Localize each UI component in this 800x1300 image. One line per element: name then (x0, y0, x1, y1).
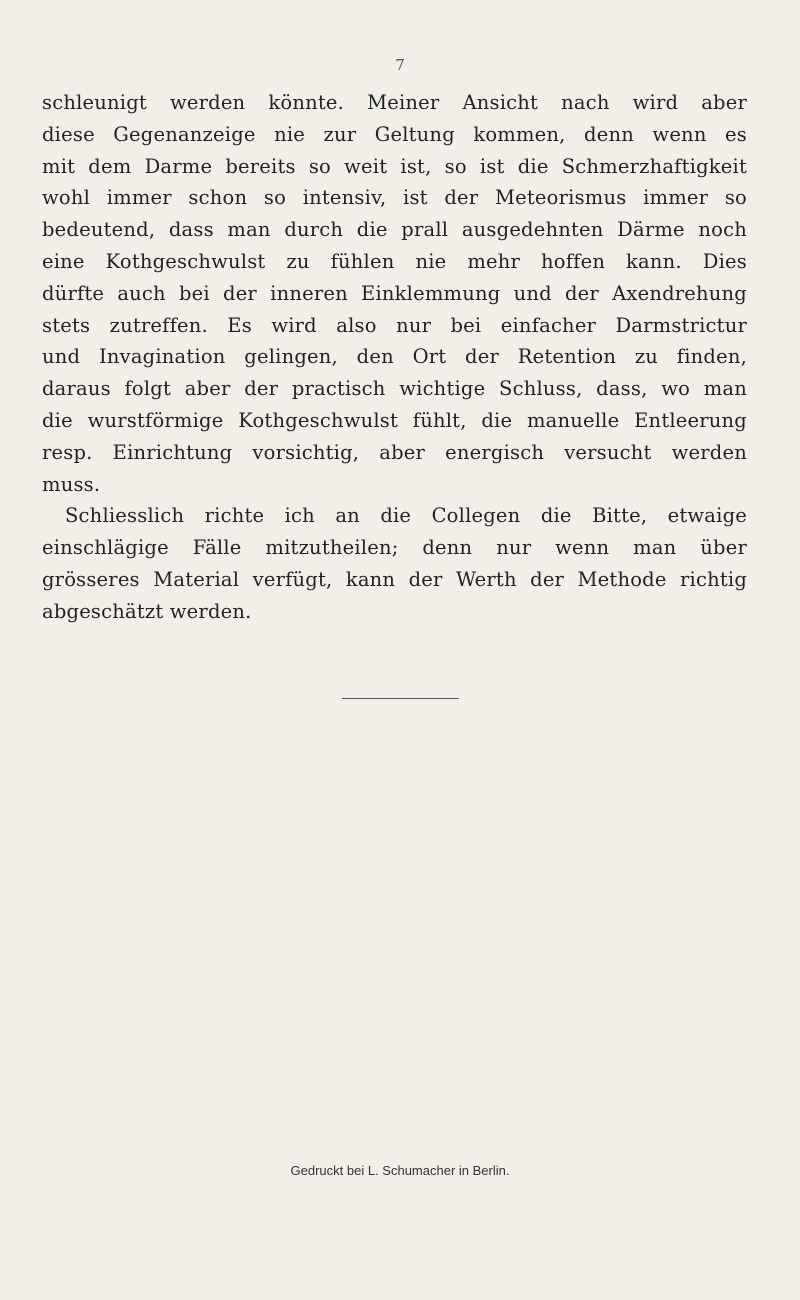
text-line: abgeschätzt werden. (42, 599, 252, 623)
text-line: daraus folgt aber der practisch wichtige Schluss, dass, wo man (42, 377, 747, 401)
text-line: die wurstförmige Kothgeschwulst fühlt, die manuelle Entleerung (42, 408, 747, 432)
text-line: schleunigt werden könnte. Meiner Ansicht nach wird aber (42, 91, 747, 114)
text-line: dürfte auch bei der inneren Einklemmung und der Axendrehung (42, 281, 747, 305)
printer-imprint: Gedruckt bei L. Schumacher in Berlin. (290, 1163, 510, 1178)
text-line: grösseres Material verfügt, kann der Werth der Methode richtig (42, 567, 747, 591)
page-number: 7 (395, 56, 405, 74)
text-line: bedeutend, dass man durch die prall ausgedehnten Därme noch (42, 218, 747, 242)
body-text (42, 87, 747, 628)
text-line: muss. (42, 472, 101, 496)
text-line: mit dem Darme bereits so weit ist, so ist die Schmerzhaftigkeit (42, 154, 747, 178)
text-line: resp. Einrichtung vorsichtig, aber energisch versucht werden (42, 440, 747, 464)
text-line: wohl immer schon so intensiv, ist der Meteorismus immer so (42, 186, 747, 210)
text-line: einschlägige Fälle mitzutheilen; denn nur wenn man über (42, 536, 747, 560)
section-divider (342, 698, 459, 699)
text-line: stets zutreffen. Es wird also nur bei einfacher Darmstrictur (42, 313, 747, 337)
text-line: und Invagination gelingen, den Ort der Retention zu finden, (42, 345, 747, 369)
text-line: diese Gegenanzeige nie zur Geltung kommen, denn wenn es (42, 122, 747, 146)
text-line: eine Kothgeschwulst zu fühlen nie mehr hoffen kann. Dies (42, 249, 747, 273)
text-line: Schliesslich richte ich an die Collegen die Bitte, etwaige (65, 504, 747, 528)
